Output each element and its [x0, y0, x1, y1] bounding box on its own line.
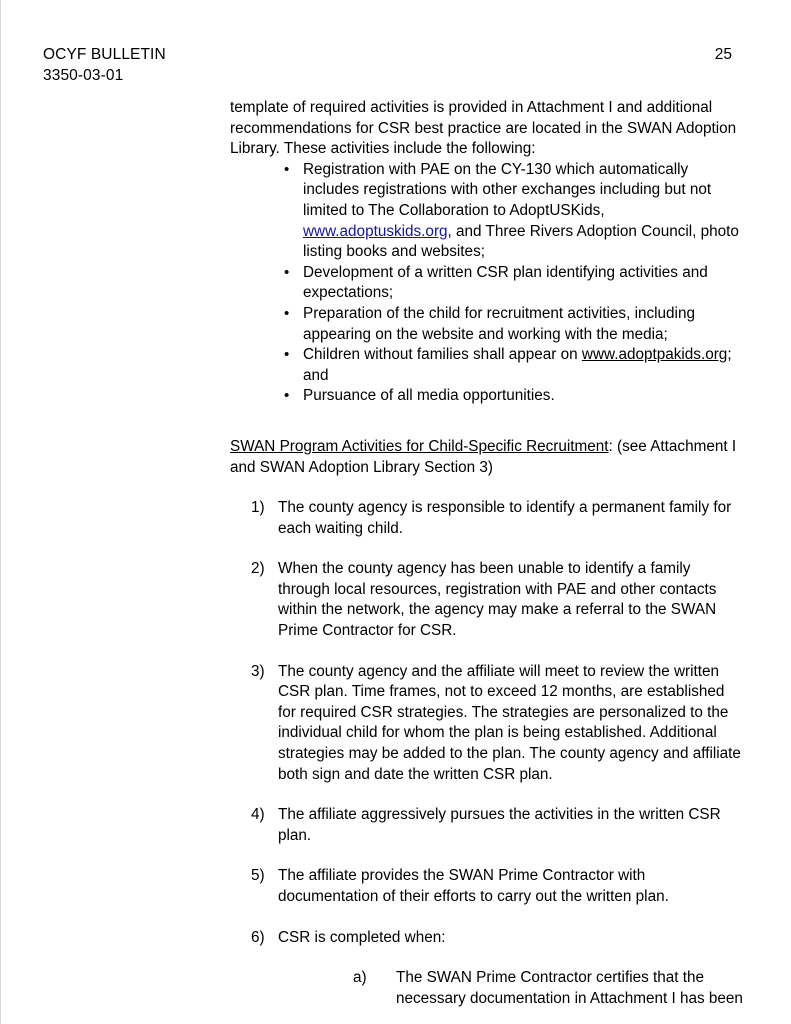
- list-marker: 4): [251, 806, 265, 824]
- section-heading: [230, 437, 745, 478]
- list-item: [230, 160, 745, 263]
- bullet-item-text: [303, 305, 695, 343]
- table-row: [230, 662, 745, 786]
- header-identifier-block: [43, 44, 166, 86]
- list-marker: 6): [251, 928, 265, 946]
- document-body: [230, 98, 745, 1009]
- bullet-text-segment: Children without families shall appear on: [303, 346, 582, 364]
- sublist-marker: a): [353, 969, 367, 987]
- bullet-item-text: [303, 161, 739, 260]
- table-row: [230, 866, 745, 907]
- activities-bullet-list: [230, 160, 745, 407]
- sublist-item-text: The SWAN Prime Contractor certifies that the necessary documentation in Attachment I has been: [396, 969, 743, 1007]
- page-header: [43, 44, 732, 88]
- bullet-icon: •: [284, 346, 290, 364]
- table-row: [230, 928, 745, 949]
- bullet-icon: •: [284, 160, 290, 178]
- intro-paragraph: template of required activities is provided in Attachment I and additional recommendations for CSR best practice are located in the SWAN Adoption Library. These activities include the following:: [230, 99, 737, 158]
- bullet-text-segment: , and Three Rivers Adoption Council, photo listing books and websites;: [303, 222, 739, 261]
- list-item: [353, 968, 745, 1009]
- table-row: [230, 559, 745, 641]
- list-marker: 2): [251, 560, 265, 578]
- spacer: [230, 407, 745, 437]
- table-row: [230, 498, 745, 539]
- numbered-item-text: The county agency is responsible to identify a permanent family for each waiting child.: [278, 499, 732, 537]
- numbered-item-text: The county agency and the affiliate will meet to review the written CSR plan. Time frames, not to exceed 12 months, are established for required CSR strategies. The strategies are personalized to the individual child for whom the plan is being established. Additional strategies may be added to the plan. The county agency and affiliate both sign and date the written CSR plan.: [278, 662, 741, 783]
- table-row: [230, 805, 745, 846]
- spacer: [230, 948, 745, 968]
- bullet-item-text: [303, 346, 732, 384]
- numbered-item-text: When the county agency has been unable to identify a family through local resources, registration with PAE and other contacts within the network, the agency may make a referral to the SWAN Prime Contractor for CSR.: [278, 560, 717, 640]
- list-marker: 5): [251, 867, 265, 885]
- numbered-item-text: The affiliate aggressively pursues the activities in the written CSR plan.: [278, 806, 721, 844]
- numbered-item-text: The affiliate provides the SWAN Prime Contractor with documentation of their efforts to carry out the written plan.: [278, 867, 669, 905]
- section-heading-trailing: : (see Attachment I and SWAN Adoption Library Section 3): [230, 437, 737, 476]
- adoptpakids-reference: www.adoptpakids.org: [581, 346, 728, 364]
- bullet-icon: •: [284, 304, 290, 322]
- bullet-icon: •: [284, 263, 290, 281]
- csr-completion-sublist: [353, 968, 745, 1009]
- spacer: [230, 478, 745, 498]
- bullet-text-segment: ; and: [303, 346, 732, 384]
- bullet-text-segment: Registration with PAE on the CY-130 which automatically includes registrations with other exchanges including but not limited to The Collaboration to AdoptUSKids,: [303, 160, 712, 219]
- list-item: [230, 345, 745, 386]
- bullet-icon: •: [284, 387, 290, 405]
- section-heading-underlined: SWAN Program Activities for Child-Specific Recruitment: [230, 437, 609, 455]
- bulletin-title: OCYF BULLETIN: [43, 46, 166, 63]
- bullet-text-segment: Preparation of the child for recruitment activities, including appearing on the website and working with the media;: [303, 304, 695, 343]
- adoptuskids-link[interactable]: www.adoptuskids.org: [303, 222, 448, 240]
- swan-activities-numbered-list: [230, 498, 745, 948]
- bullet-text-segment: Development of a written CSR plan identifying activities and expectations;: [303, 263, 708, 302]
- bullet-text-segment: Pursuance of all media opportunities.: [303, 387, 555, 405]
- page-number: 25: [714, 46, 732, 63]
- bullet-item-text: [303, 264, 708, 302]
- list-marker: 1): [251, 499, 265, 517]
- list-item: [230, 386, 745, 407]
- numbered-item-text: CSR is completed when:: [278, 928, 446, 946]
- list-item: [230, 304, 745, 345]
- list-item: [230, 263, 745, 304]
- bulletin-number: 3350-03-01: [43, 67, 124, 84]
- bullet-item-text: [303, 387, 555, 404]
- list-marker: 3): [251, 662, 265, 680]
